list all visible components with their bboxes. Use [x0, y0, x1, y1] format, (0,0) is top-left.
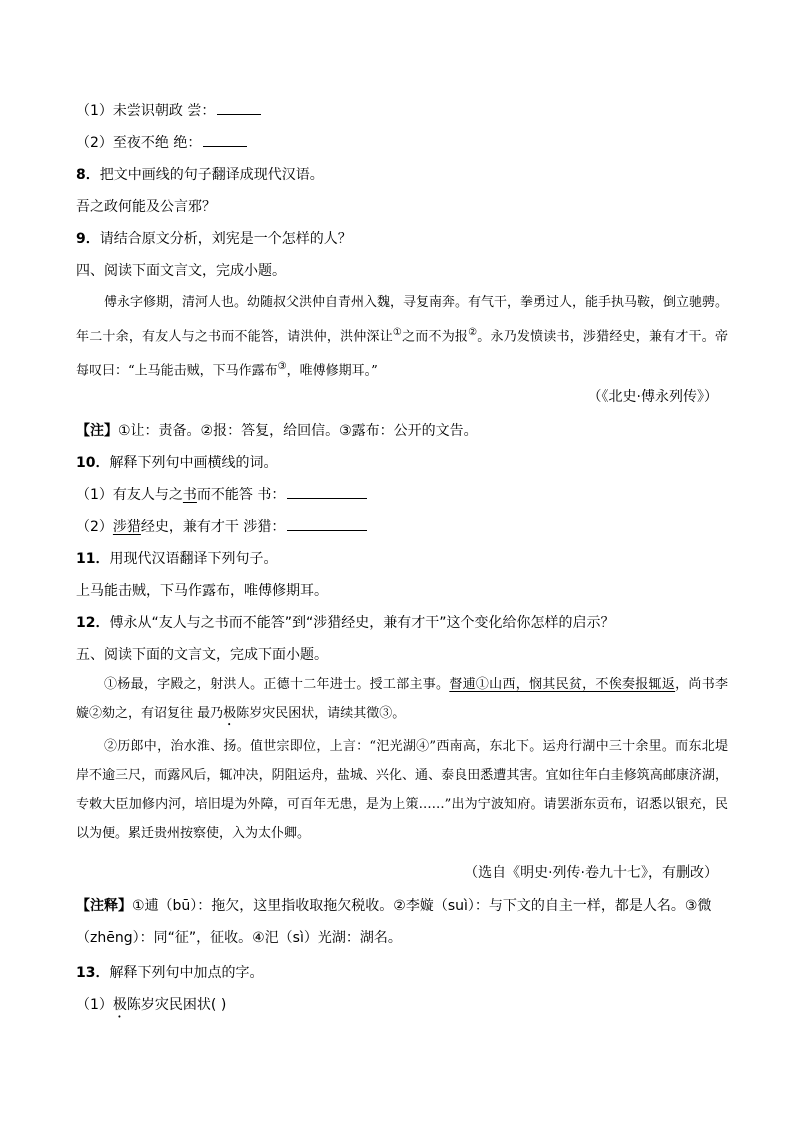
item-text: 陈岁灾民困状( ) [126, 997, 227, 1013]
footnote-marker: ③ [277, 361, 287, 373]
item-text: （2） [76, 519, 113, 535]
q13-text: 解释下列句中加点的字。 [109, 965, 264, 981]
passage-text: 之而不为报 [402, 329, 469, 345]
q8-text: 把文中画线的句子翻译成现代汉语。 [99, 167, 324, 183]
q10-text: 解释下列句中画横线的词。 [109, 455, 278, 471]
passage-text: 陈岁灾民困状，请续其徵③。 [236, 706, 406, 721]
passage-text: 傅永字修期，清河人也。幼随叔父洪仲自青州入魏，寻复南奔。有气干，拳勇过人，能手执马鞍，倒立驰骋。年二十余，有友人与之书而不能答，请洪仲，洪仲深让 [76, 295, 729, 345]
q11-number: 11． [76, 551, 110, 567]
q8-prompt [76, 164, 324, 186]
q7-item2-text: （2）至夜不绝 绝： [76, 135, 202, 151]
q8-sentence: 吾之政何能及公言邪？ [76, 199, 216, 215]
item-text: （1）有友人与之 [76, 487, 183, 503]
footnote-marker: ① [392, 327, 403, 338]
underlined-word: 涉猎 [112, 519, 141, 535]
note-label: 【注】 [76, 423, 118, 439]
note-label: 【注释】 [76, 898, 132, 914]
passage-text: ，尚书李嫙②劾之，有诏复往 [76, 677, 728, 721]
q7-item1 [76, 100, 261, 122]
answer-blank[interactable] [203, 132, 247, 147]
q12-number: 12． [76, 615, 110, 631]
item-text: 而不能答 书： [196, 487, 286, 503]
answer-blank[interactable] [217, 100, 261, 115]
q13-number: 13． [76, 965, 110, 981]
section4-note [76, 420, 478, 442]
passage-text: ②历郎中，治水淮、扬。值世宗即位，上言：“汜光湖④”西南高，东北下。运舟行湖中三十余里。而东北堤岸不逾三尺，而露风后，辄冲决，阴阻运舟，盐城、兴化、通、泰良田悉遭其害。宜如往年白圭修筑高邮康济湖，专敕大臣加修内河，培旧堤为外障，可百年无患，是为上策……”出为宁波知府。请罢浙东贡布，诏悉以银充，民以为便。累迁贵州按察使，入为太仆卿。 [76, 739, 728, 841]
q11-text: 用现代汉语翻译下列句子。 [109, 551, 278, 567]
q10-item2 [76, 516, 367, 538]
q9-text: 请结合原文分析，刘宪是一个怎样的人？ [99, 231, 352, 247]
section4-source: （《北史·傅永列传》） [587, 389, 718, 405]
q11-prompt [76, 548, 277, 570]
section5-notes [76, 890, 728, 954]
q8-number: 8． [76, 167, 100, 183]
q10-number: 10． [76, 455, 110, 471]
q12-text: 傅永从“友人与之书而不能答”到“涉猎经史，兼有才干”这个变化给你怎样的启示？ [109, 615, 615, 631]
q9-number: 9． [76, 231, 100, 247]
passage-text: ①杨最，字殿之，射洪人。正德十二年进士。授工部主事。 [104, 677, 450, 692]
section4-heading: 四、阅读下面文言文，完成小题。 [76, 263, 286, 279]
section5-passage-1 [76, 670, 728, 729]
section5-heading: 五、阅读下面的文言文，完成下面小题。 [76, 647, 328, 663]
q7-item1-text: （1）未尝识朝政 尝： [76, 103, 216, 119]
section5-passage-2 [76, 732, 728, 848]
passage-text: ，唯傅修期耳。” [286, 363, 378, 379]
q10-prompt [76, 452, 277, 474]
item-text: （1） [76, 997, 113, 1013]
passage-text: 最乃 [197, 706, 224, 721]
passage-text: 。永乃发愤读书，涉猎经史，兼有才干。帝每叹曰：“上马能击贼，下马作露布 [76, 329, 728, 379]
note-text: ①逋（bū）：拖欠，这里指收取拖欠税收。②李嫙（suì）：与下文的自主一样，都是人名。③微（zhēng）：同“征”，征收。④汜（sì）光湖：湖名。 [76, 898, 712, 946]
footnote-marker: ② [468, 327, 478, 338]
note-text: ①让：责备。②报：答复，给回信。③露布：公开的文告。 [118, 423, 478, 439]
q7-item2 [76, 132, 247, 154]
underlined-word: 书 [182, 487, 197, 503]
dotted-char: 极 [223, 706, 237, 721]
q11-sentence: 上马能击贼，下马作露布，唯傅修期耳。 [76, 583, 328, 599]
underlined-sentence: 督逋①山西，悯其民贫，不俟奏报辄返 [449, 677, 676, 692]
dotted-char: 极 [112, 997, 127, 1013]
answer-blank[interactable] [287, 484, 367, 499]
q13-prompt [76, 962, 263, 984]
section5-source: （选自《明史·列传·卷九十七》，有删改） [464, 865, 718, 881]
q10-item1 [76, 484, 367, 506]
q12-prompt [76, 612, 615, 634]
answer-blank[interactable] [287, 516, 367, 531]
item-text: 经史，兼有才干 涉猎： [140, 519, 286, 535]
q13-item1 [76, 994, 226, 1021]
q9-prompt [76, 228, 352, 250]
section4-passage [76, 288, 728, 387]
